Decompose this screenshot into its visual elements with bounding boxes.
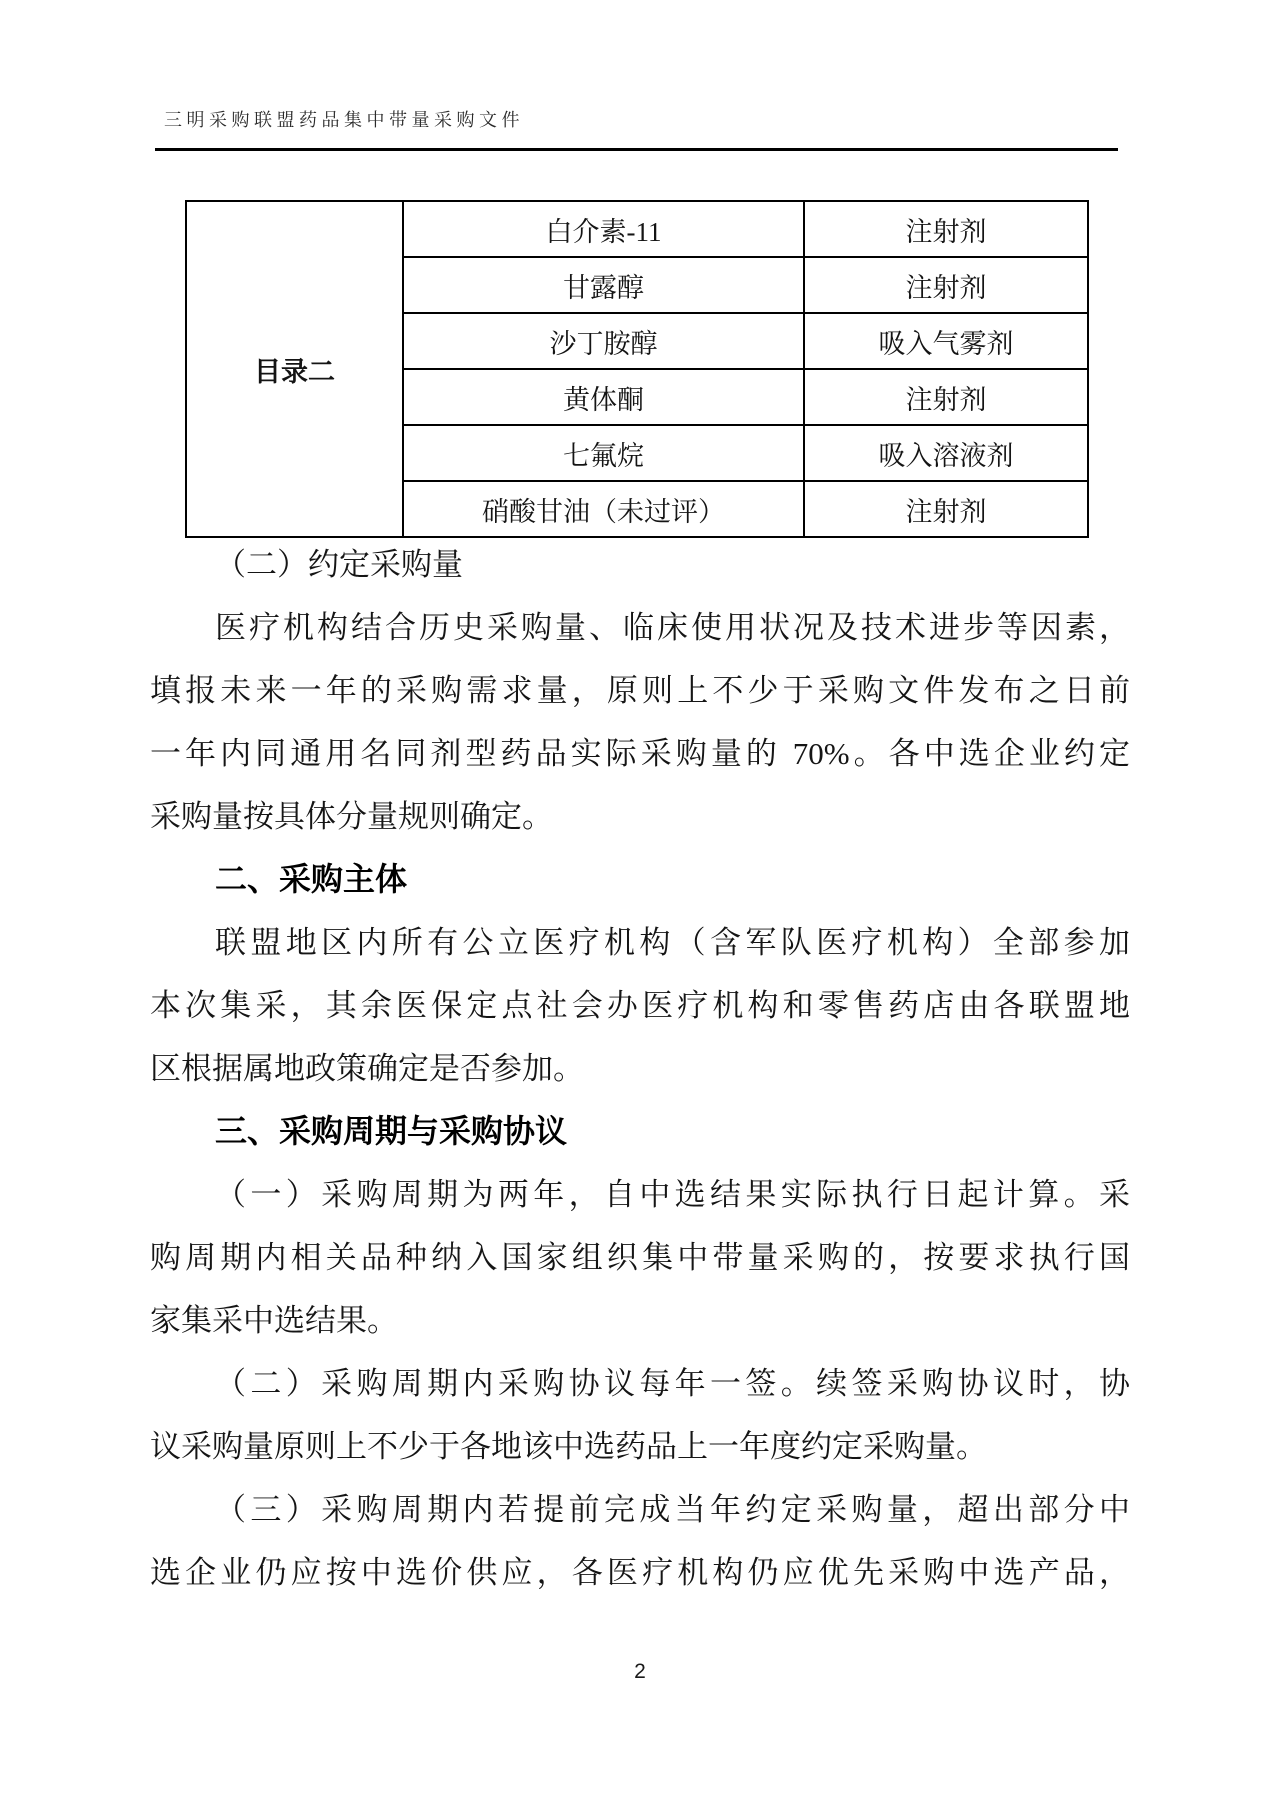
paragraph-line: 家集采中选结果。: [150, 1303, 398, 1338]
page-header-title: 三明采购联盟药品集中带量采购文件: [164, 110, 524, 130]
paragraph-line: （二）采购周期内采购协议每年一签。续签采购协议时，协: [215, 1366, 1130, 1401]
paragraph-line: 一年内同通用名同剂型药品实际采购量的 70%。各中选企业约定: [150, 736, 1130, 771]
dosage-form-cell: 注射剂: [804, 369, 1088, 425]
paragraph-line: 议采购量原则上不少于各地该中选药品上一年度约定采购量。: [150, 1429, 987, 1464]
paragraph-line: 区根据属地政策确定是否参加。: [150, 1051, 584, 1086]
page-number: 2: [634, 1660, 646, 1683]
dosage-form-cell: 注射剂: [804, 201, 1088, 257]
section-heading-3: 三、采购周期与采购协议: [215, 1113, 568, 1149]
header-divider: [155, 148, 1118, 151]
drug-name-cell: 黄体酮: [403, 369, 804, 425]
drug-name-cell: 硝酸甘油（未过评）: [403, 481, 804, 537]
paragraph-line: 医疗机构结合历史采购量、临床使用状况及技术进步等因素，: [215, 610, 1130, 645]
paragraph-line: （一）采购周期为两年，自中选结果实际执行日起计算。采: [215, 1177, 1130, 1212]
paragraph-line: 本次集采，其余医保定点社会办医疗机构和零售药店由各联盟地: [150, 988, 1130, 1023]
section-heading-2: 二、采购主体: [215, 861, 408, 897]
dosage-form-cell: 注射剂: [804, 257, 1088, 313]
dosage-form-cell: 注射剂: [804, 481, 1088, 537]
sub-item-heading: （二）约定采购量: [215, 547, 463, 582]
paragraph-line: （三）采购周期内若提前完成当年约定采购量，超出部分中: [215, 1492, 1130, 1527]
drug-name-cell: 沙丁胺醇: [403, 313, 804, 369]
paragraph-line: 采购量按具体分量规则确定。: [150, 799, 553, 834]
drug-name-cell: 白介素-11: [403, 201, 804, 257]
catalog-group-label: 目录二: [186, 201, 403, 537]
body-text: [150, 533, 1130, 1604]
paragraph-line: 填报未来一年的采购需求量，原则上不少于采购文件发布之日前: [150, 673, 1130, 708]
paragraph-line: 购周期内相关品种纳入国家组织集中带量采购的，按要求执行国: [150, 1240, 1130, 1275]
table-row: [186, 201, 1088, 257]
dosage-form-cell: 吸入气雾剂: [804, 313, 1088, 369]
catalog-table: [185, 200, 1089, 538]
drug-name-cell: 甘露醇: [403, 257, 804, 313]
paragraph-line: 联盟地区内所有公立医疗机构（含军队医疗机构）全部参加: [215, 925, 1130, 960]
dosage-form-cell: 吸入溶液剂: [804, 425, 1088, 481]
paragraph-line: 选企业仍应按中选价供应，各医疗机构仍应优先采购中选产品，: [150, 1555, 1130, 1590]
drug-name-cell: 七氟烷: [403, 425, 804, 481]
